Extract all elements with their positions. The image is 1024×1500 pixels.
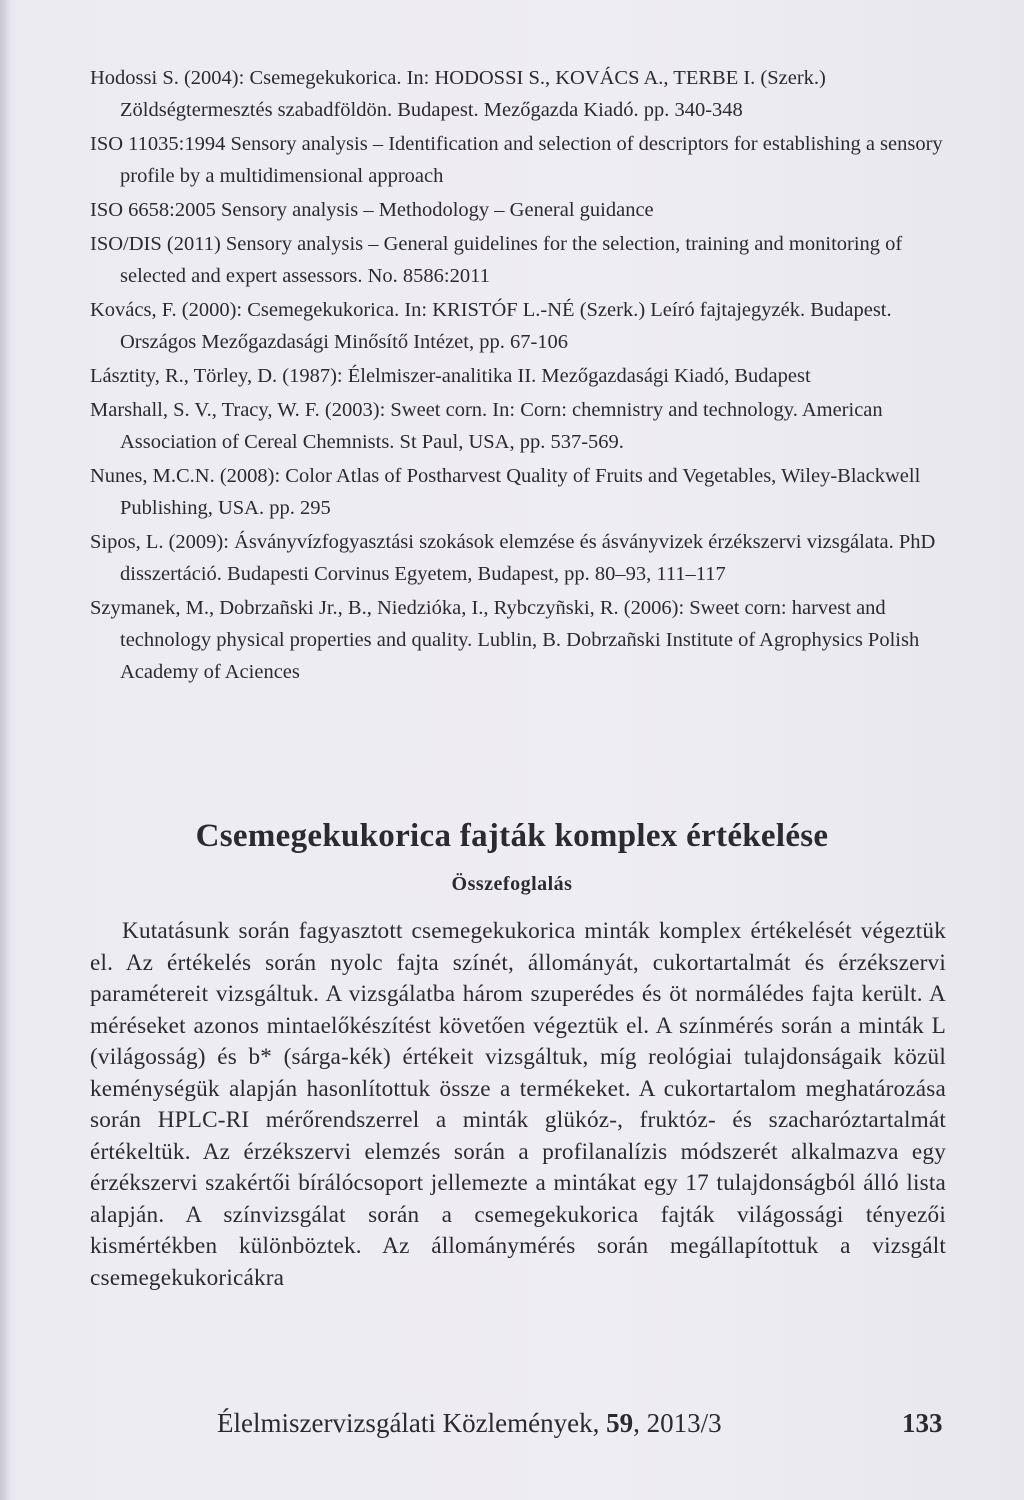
journal-citation (217, 1408, 722, 1439)
journal-issue: , 2013/3 (633, 1408, 722, 1438)
reference-item: Hodossi S. (2004): Csemegekukorica. In: HODOSSI S., KOVÁCS A., TERBE I. (Szerk.) Zöldségtermesztés szabadföldön. Budapest. Mezőgazda Kiadó. pp. 340-348 (90, 67, 826, 121)
journal-volume: 59 (606, 1408, 634, 1438)
journal-name: Élelmiszervizsgálati Közlemények, (217, 1408, 600, 1438)
reference-item: Sipos, L. (2009): Ásványvízfogyasztási szokások elemzése és ásványvizek érzékszervi vizsgálata. PhD disszertáció. Budapesti Corvinus Egyetem, Budapest, pp. 80–93, 111–117 (90, 531, 936, 585)
reference-item: ISO/DIS (2011) Sensory analysis – General guidelines for the selection, training and monitoring of selected and expert assessors. No. 8586:2011 (90, 233, 903, 287)
page-footer (0, 1408, 1024, 1448)
reference-item: ISO 6658:2005 Sensory analysis – Methodology – General guidance (90, 199, 654, 221)
section-heading-summary: Összefoglalás (451, 873, 573, 895)
reference-item: Lásztity, R., Törley, D. (1987): Élelmiszer-analitika II. Mezőgazdasági Kiadó, Budapest (90, 365, 811, 387)
reference-item: Kovács, F. (2000): Csemegekukorica. In: KRISTÓF L.-NÉ (Szerk.) Leíró fajtajegyzék. Budapest. Országos Mezőgazdasági Minősítő Intézet, pp. 67-106 (90, 299, 892, 353)
page-edge-shadow (0, 0, 10, 1500)
page-number: 133 (902, 1408, 943, 1438)
article-title: Csemegekukorica fajták komplex értékelése (195, 818, 829, 854)
reference-list (90, 62, 950, 690)
reference-item: Nunes, M.C.N. (2008): Color Atlas of Postharvest Quality of Fruits and Vegetables, Wiley-Blackwell Publishing, USA. pp. 295 (90, 465, 921, 519)
reference-item: ISO 11035:1994 Sensory analysis – Identification and selection of descriptors for establishing a sensory profile by a multidimensional approach (90, 133, 943, 187)
reference-item: Marshall, S. V., Tracy, W. F. (2003): Sweet corn. In: Corn: chemnistry and technology. American Association of Cereal Chemnists. St Paul, USA, pp. 537-569. (90, 399, 883, 453)
abstract-paragraph: Kutatásunk során fagyasztott csemegekukorica minták komplex értékelését végeztük el. Az értékelés során nyolc fajta színét, állományát, cukortartalmát és érzékszervi paramétereit vizsgáltuk. A vizsgálatba három szuperédes és öt normálédes fajta került. A méréseket azonos mintaelőkészítést követően végeztük el. A színmérés során a minták L (világosság) és b* (sárga-kék) értékeit vizsgáltuk, míg reológiai tulajdonságaik közül keménységük alapján hasonlítottuk össze a termékeket. A cukortartalom meghatározása során HPLC-RI mérőrendszerrel a minták glükóz-, fruktóz- és szacharóztartalmát értékeltük. Az érzékszervi elemzés során a profilanalízis módszerét alkalmazva egy érzékszervi szakértői bírálócsoport jellemezte a mintákat egy 17 tulajdonságból álló lista alapján. A színvizsgálat során a csemegekukorica fajták világossági tényezői kismértékben különböztek. Az állománymérés során megállapítottuk a vizsgált csemegekukoricákra (90, 918, 946, 1291)
reference-item: Szymanek, M., Dobrzañski Jr., B., Niedzióka, I., Rybczyñski, R. (2006): Sweet corn: harvest and technology physical properties and quality. Lublin, B. Dobrzañski Institute of Agrophysics Polish Academy of Aciences (90, 597, 920, 683)
